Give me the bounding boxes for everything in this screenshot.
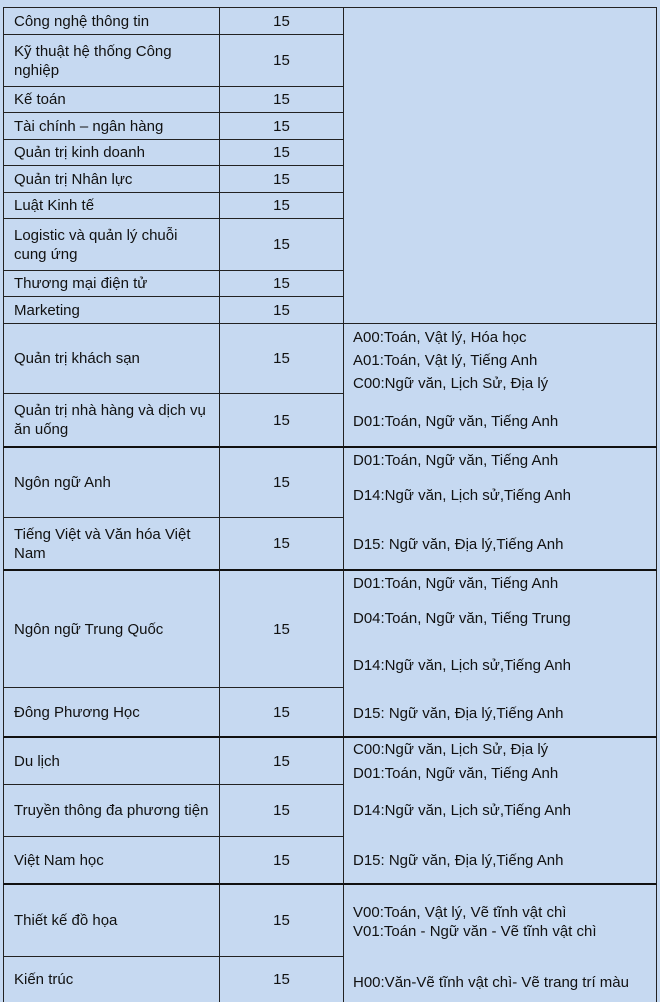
major-cell bbox=[3, 571, 219, 688]
score-value: 15 bbox=[273, 912, 290, 929]
score-cell bbox=[219, 394, 344, 448]
score-cell bbox=[219, 87, 344, 113]
subject-combo: C00:Ngữ văn, Lịch Sử, Địa lý bbox=[353, 741, 549, 758]
score-value: 15 bbox=[273, 144, 290, 161]
score-cell bbox=[219, 113, 344, 140]
subject-combo: D15: Ngữ văn, Địa lý,Tiếng Anh bbox=[353, 852, 564, 869]
major-cell bbox=[3, 738, 219, 785]
score-value: 15 bbox=[273, 301, 290, 319]
major-name: Luật Kinh tế bbox=[14, 197, 95, 214]
subject-combo: D15: Ngữ văn, Địa lý,Tiếng Anh bbox=[353, 705, 564, 722]
score-cell bbox=[219, 35, 344, 87]
major-name: Công nghệ thông tin bbox=[14, 12, 150, 30]
score-value: 15 bbox=[273, 411, 290, 429]
score-value: 15 bbox=[273, 620, 290, 638]
major-name: Ngôn ngữ Anh bbox=[14, 474, 111, 491]
major-name: Truyền thông đa phương tiện bbox=[14, 802, 209, 819]
major-cell bbox=[3, 35, 219, 87]
score-cell bbox=[219, 193, 344, 219]
score-cell bbox=[219, 7, 344, 35]
score-cell bbox=[219, 219, 344, 271]
subject-combo: D01:Toán, Ngữ văn, Tiếng Anh bbox=[353, 575, 559, 592]
score-value: 15 bbox=[273, 851, 290, 869]
major-name: Quản trị kinh doanh bbox=[14, 144, 145, 161]
score-value: 15 bbox=[273, 236, 290, 253]
major-name: Thiết kế đồ họa bbox=[14, 912, 118, 929]
score-value: 15 bbox=[273, 474, 290, 491]
score-cell bbox=[219, 885, 344, 957]
major-cell bbox=[3, 271, 219, 297]
score-value: 15 bbox=[273, 91, 290, 108]
score-cell bbox=[219, 324, 344, 394]
major-name: Quản trị Nhân lực bbox=[14, 170, 133, 188]
major-name: Tiếng Việt và Văn hóa Việt Nam bbox=[14, 525, 191, 562]
subject-combo: H00:Văn-Vẽ tĩnh vật chì- Vẽ trang trí màu bbox=[353, 974, 629, 991]
major-cell bbox=[3, 297, 219, 324]
major-name: Kế toán bbox=[14, 91, 66, 108]
score-value: 15 bbox=[273, 52, 290, 69]
score-value: 15 bbox=[273, 703, 290, 721]
major-cell bbox=[3, 688, 219, 738]
major-name: Ngôn ngữ Trung Quốc bbox=[14, 620, 164, 638]
score-cell bbox=[219, 448, 344, 518]
major-cell bbox=[3, 7, 219, 35]
major-cell bbox=[3, 219, 219, 271]
major-name: Kiến trúc bbox=[14, 971, 74, 988]
major-name: Logistic và quản lý chuỗi cung ứng bbox=[14, 226, 178, 263]
major-name: Việt Nam học bbox=[14, 851, 104, 869]
major-cell bbox=[3, 837, 219, 885]
score-cell bbox=[219, 785, 344, 837]
subject-combo: A01:Toán, Vật lý, Tiếng Anh bbox=[353, 352, 538, 369]
subject-combo: C00:Ngữ văn, Lịch Sử, Địa lý bbox=[353, 375, 549, 392]
subject-combo: A00:Toán, Vật lý, Hóa học bbox=[353, 329, 527, 346]
score-cell bbox=[219, 688, 344, 738]
major-cell bbox=[3, 87, 219, 113]
score-value: 15 bbox=[273, 117, 290, 135]
major-cell bbox=[3, 518, 219, 571]
score-value: 15 bbox=[273, 197, 290, 214]
score-cell bbox=[219, 297, 344, 324]
major-cell bbox=[3, 113, 219, 140]
score-cell bbox=[219, 166, 344, 193]
major-name: Du lịch bbox=[14, 752, 60, 770]
subject-combo: D15: Ngữ văn, Địa lý,Tiếng Anh bbox=[353, 536, 564, 553]
subject-combo: D04:Toán, Ngữ văn, Tiếng Trung bbox=[353, 610, 571, 627]
major-name: Marketing bbox=[14, 301, 80, 319]
score-value: 15 bbox=[273, 12, 290, 30]
major-name: Quản trị nhà hàng và dịch vụ ăn uống bbox=[14, 402, 206, 438]
subject-combo: V01:Toán - Ngữ văn - Vẽ tĩnh vật chì bbox=[353, 923, 597, 940]
combo-cell bbox=[344, 571, 657, 738]
score-value: 15 bbox=[273, 535, 290, 552]
major-cell bbox=[3, 324, 219, 394]
major-name: Đông Phương Học bbox=[14, 703, 140, 721]
major-cell bbox=[3, 448, 219, 518]
major-cell bbox=[3, 140, 219, 166]
major-name: Kỹ thuật hệ thống Công nghiệp bbox=[14, 42, 172, 79]
score-cell bbox=[219, 518, 344, 571]
major-cell bbox=[3, 193, 219, 219]
score-cell bbox=[219, 140, 344, 166]
subject-combo: D14:Ngữ văn, Lịch sử,Tiếng Anh bbox=[353, 802, 571, 819]
combo-cell-empty bbox=[344, 7, 657, 324]
score-cell bbox=[219, 738, 344, 785]
major-cell bbox=[3, 785, 219, 837]
major-cell bbox=[3, 957, 219, 1002]
subject-combo: D14:Ngữ văn, Lịch sử,Tiếng Anh bbox=[353, 657, 571, 674]
score-value: 15 bbox=[273, 170, 290, 188]
combo-cell bbox=[344, 885, 657, 1002]
major-cell bbox=[3, 394, 219, 448]
score-value: 15 bbox=[273, 350, 290, 367]
score-cell bbox=[219, 571, 344, 688]
score-value: 15 bbox=[273, 971, 290, 988]
combo-cell bbox=[344, 324, 657, 448]
score-cell bbox=[219, 271, 344, 297]
major-name: Tài chính – ngân hàng bbox=[14, 117, 164, 135]
score-cell bbox=[219, 837, 344, 885]
combo-cell bbox=[344, 738, 657, 885]
subject-combo: V00:Toán, Vật lý, Vẽ tĩnh vật chì bbox=[353, 904, 567, 921]
major-name: Thương mại điện tử bbox=[14, 275, 148, 292]
score-value: 15 bbox=[273, 752, 290, 770]
subject-combo: D01:Toán, Ngữ văn, Tiếng Anh bbox=[353, 765, 559, 782]
subject-combo: D14:Ngữ văn, Lịch sử,Tiếng Anh bbox=[353, 487, 571, 504]
combo-cell bbox=[344, 448, 657, 571]
subject-combo: D01:Toán, Ngữ văn, Tiếng Anh bbox=[353, 413, 559, 430]
score-value: 15 bbox=[273, 275, 290, 292]
major-cell bbox=[3, 885, 219, 957]
major-name: Quản trị khách sạn bbox=[14, 350, 140, 367]
subject-combo: D01:Toán, Ngữ văn, Tiếng Anh bbox=[353, 452, 559, 469]
score-value: 15 bbox=[273, 802, 290, 819]
score-cell bbox=[219, 957, 344, 1002]
major-cell bbox=[3, 166, 219, 193]
